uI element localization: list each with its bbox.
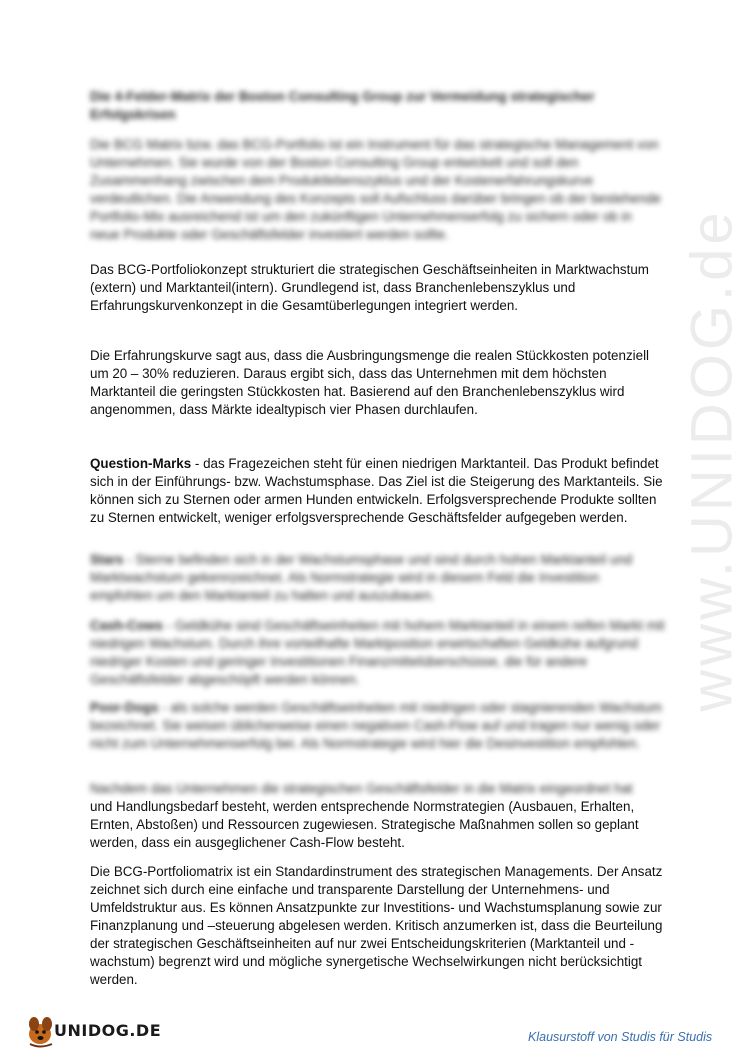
paragraph-cash-cows: [90, 617, 665, 689]
term-stars: Stars: [90, 552, 124, 567]
term-cash-cows: Cash-Cows: [90, 618, 163, 633]
question-marks-text: - das Fragezeichen steht für einen niedrigen Marktanteil. Das Produkt befindet sich in der Einführungs- bzw. Wachstumsphase. Das Ziel ist die Steigerung des Marktanteils. Sie können sich zu Sternen oder armen Hunden entwickeln. Erfolgsversprechende Produkte sollten zu Sternen entwickelt, weniger erfolgsversprechende Geschäftsfelder aufgegeben werden.: [90, 456, 663, 525]
paragraph-poor-dogs: [90, 699, 665, 753]
paragraph-stars: [90, 551, 665, 605]
watermark: www.UNIDOG.de: [679, 208, 745, 712]
paragraph-conclusion: Die BCG-Portfoliomatrix ist ein Standardinstrument des strategischen Managements. Der Ansatz zeichnet sich durch eine einfache und transparente Darstellung der Unternehmens- und Umfeldstruktur aus. Es können Ansatzpunkte zur Investitions- und Wachstumsplanung sowie zur Finanzplanung und –steuerung abgelesen werden. Kritisch anzumerken ist, dass die Beurteilung der strategischen Geschäftseinheiten auf nur zwei Entscheidungskriterien (Marktanteil und -wachstum) begrenzt wird und mögliche synergetische Wechselwirkungen nicht berücksichtigt werden.: [90, 864, 663, 987]
paragraph-portfolio-concept: Das BCG-Portfoliokonzept strukturiert die strategischen Geschäftseinheiten in Marktwachstum (extern) und Marktanteil(intern). Grundlegend ist, dass Branchenlebenszyklus und Erfahrungskurvenkonzept in die Gesamtüberlegungen integriert werden.: [90, 262, 649, 313]
document-heading: Die 4-Felder-Matrix der Boston Consulting Group zur Vermeidung strategischer Erfolgskrisen: [90, 89, 595, 122]
footer-tagline: Klausurstoff von Studis für Studis: [528, 1030, 713, 1044]
logo-text: UNIDOG.DE: [54, 1021, 162, 1040]
poor-dogs-text: - als solche werden Geschäftseinheiten mit niedrigen oder stagnierenden Wachstum bezeichnet. Sie weisen üblicherweise einen negativen Cash-Flow auf und tragen nur wenig oder nicht zum Unternehmenserfolg bei. Als Normstrategie wird hier die Desinvestition empfohlen.: [90, 700, 662, 751]
stars-text: - Sterne befinden sich in der Wachstumsphase und sind durch hohen Marktanteil und Marktwachstum gekennzeichnet. Als Normstrategie wird in diesem Feld die Investition empfohlen um den Marktanteil zu halten und auszubauen.: [90, 552, 633, 603]
intro-paragraph: Die BCG Matrix bzw. das BCG-Portfolio ist ein Instrument für das strategische Management von Unternehmen. Sie wurde von der Boston Consulting Group entwickelt und soll den Zusammenhang zwischen dem Produktlebenszyklus und der Kostenerfahrungskurve verdeutlichen. Die Anwendung des Konzepts soll Aufschluss darüber bringen ob der bestehende Portfolio-Mix ausreichend ist um den zukünftigen Unternehmenserfolg zu sichern oder ob in neue Produkte oder Geschäftsfelder investiert werden sollte.: [90, 137, 661, 242]
cash-cows-text: - Geldkühe sind Geschäftseinheiten mit hohem Marktanteil in einem reifen Markt mit niedrigen Wachstum. Durch ihre vorteilhafte Marktposition erwirtschaften Geldkühe aufgrund niedriger Kosten und geringer Investitionen Finanzmittelüberschüsse, die für andere Geschäftsfelder abgeschöpft werden können.: [90, 618, 665, 687]
paragraph-normstrategies: und Handlungsbedarf besteht, werden entsprechende Normstrategien (Ausbauen, Erhalten, Ernten, Abstoßen) und Ressourcen zugewiesen. Strategische Maßnahmen sollen so geplant werden, dass ein ausgeglichener Cash-Flow besteht.: [90, 799, 639, 850]
paragraph-normstrategy-lead: Nachdem das Unternehmen die strategischen Geschäftsfelder in die Matrix eingeordnet hat: [90, 781, 633, 796]
term-question-marks: Question-Marks: [90, 456, 192, 471]
term-poor-dogs: Poor-Dogs: [90, 700, 159, 715]
paragraph-experience-curve: Die Erfahrungskurve sagt aus, dass die Ausbringungsmenge die realen Stückkosten potenziell um 20 – 30% reduzieren. Daraus ergibt sich, dass das Unternehmen mit dem höchsten Marktanteil die geringsten Stückkosten hat. Basierend auf den Branchenlebenszyklus wird angenommen, dass Märkte idealtypisch vier Phasen durchlaufen.: [90, 348, 650, 417]
paragraph-question-marks: [90, 455, 665, 527]
